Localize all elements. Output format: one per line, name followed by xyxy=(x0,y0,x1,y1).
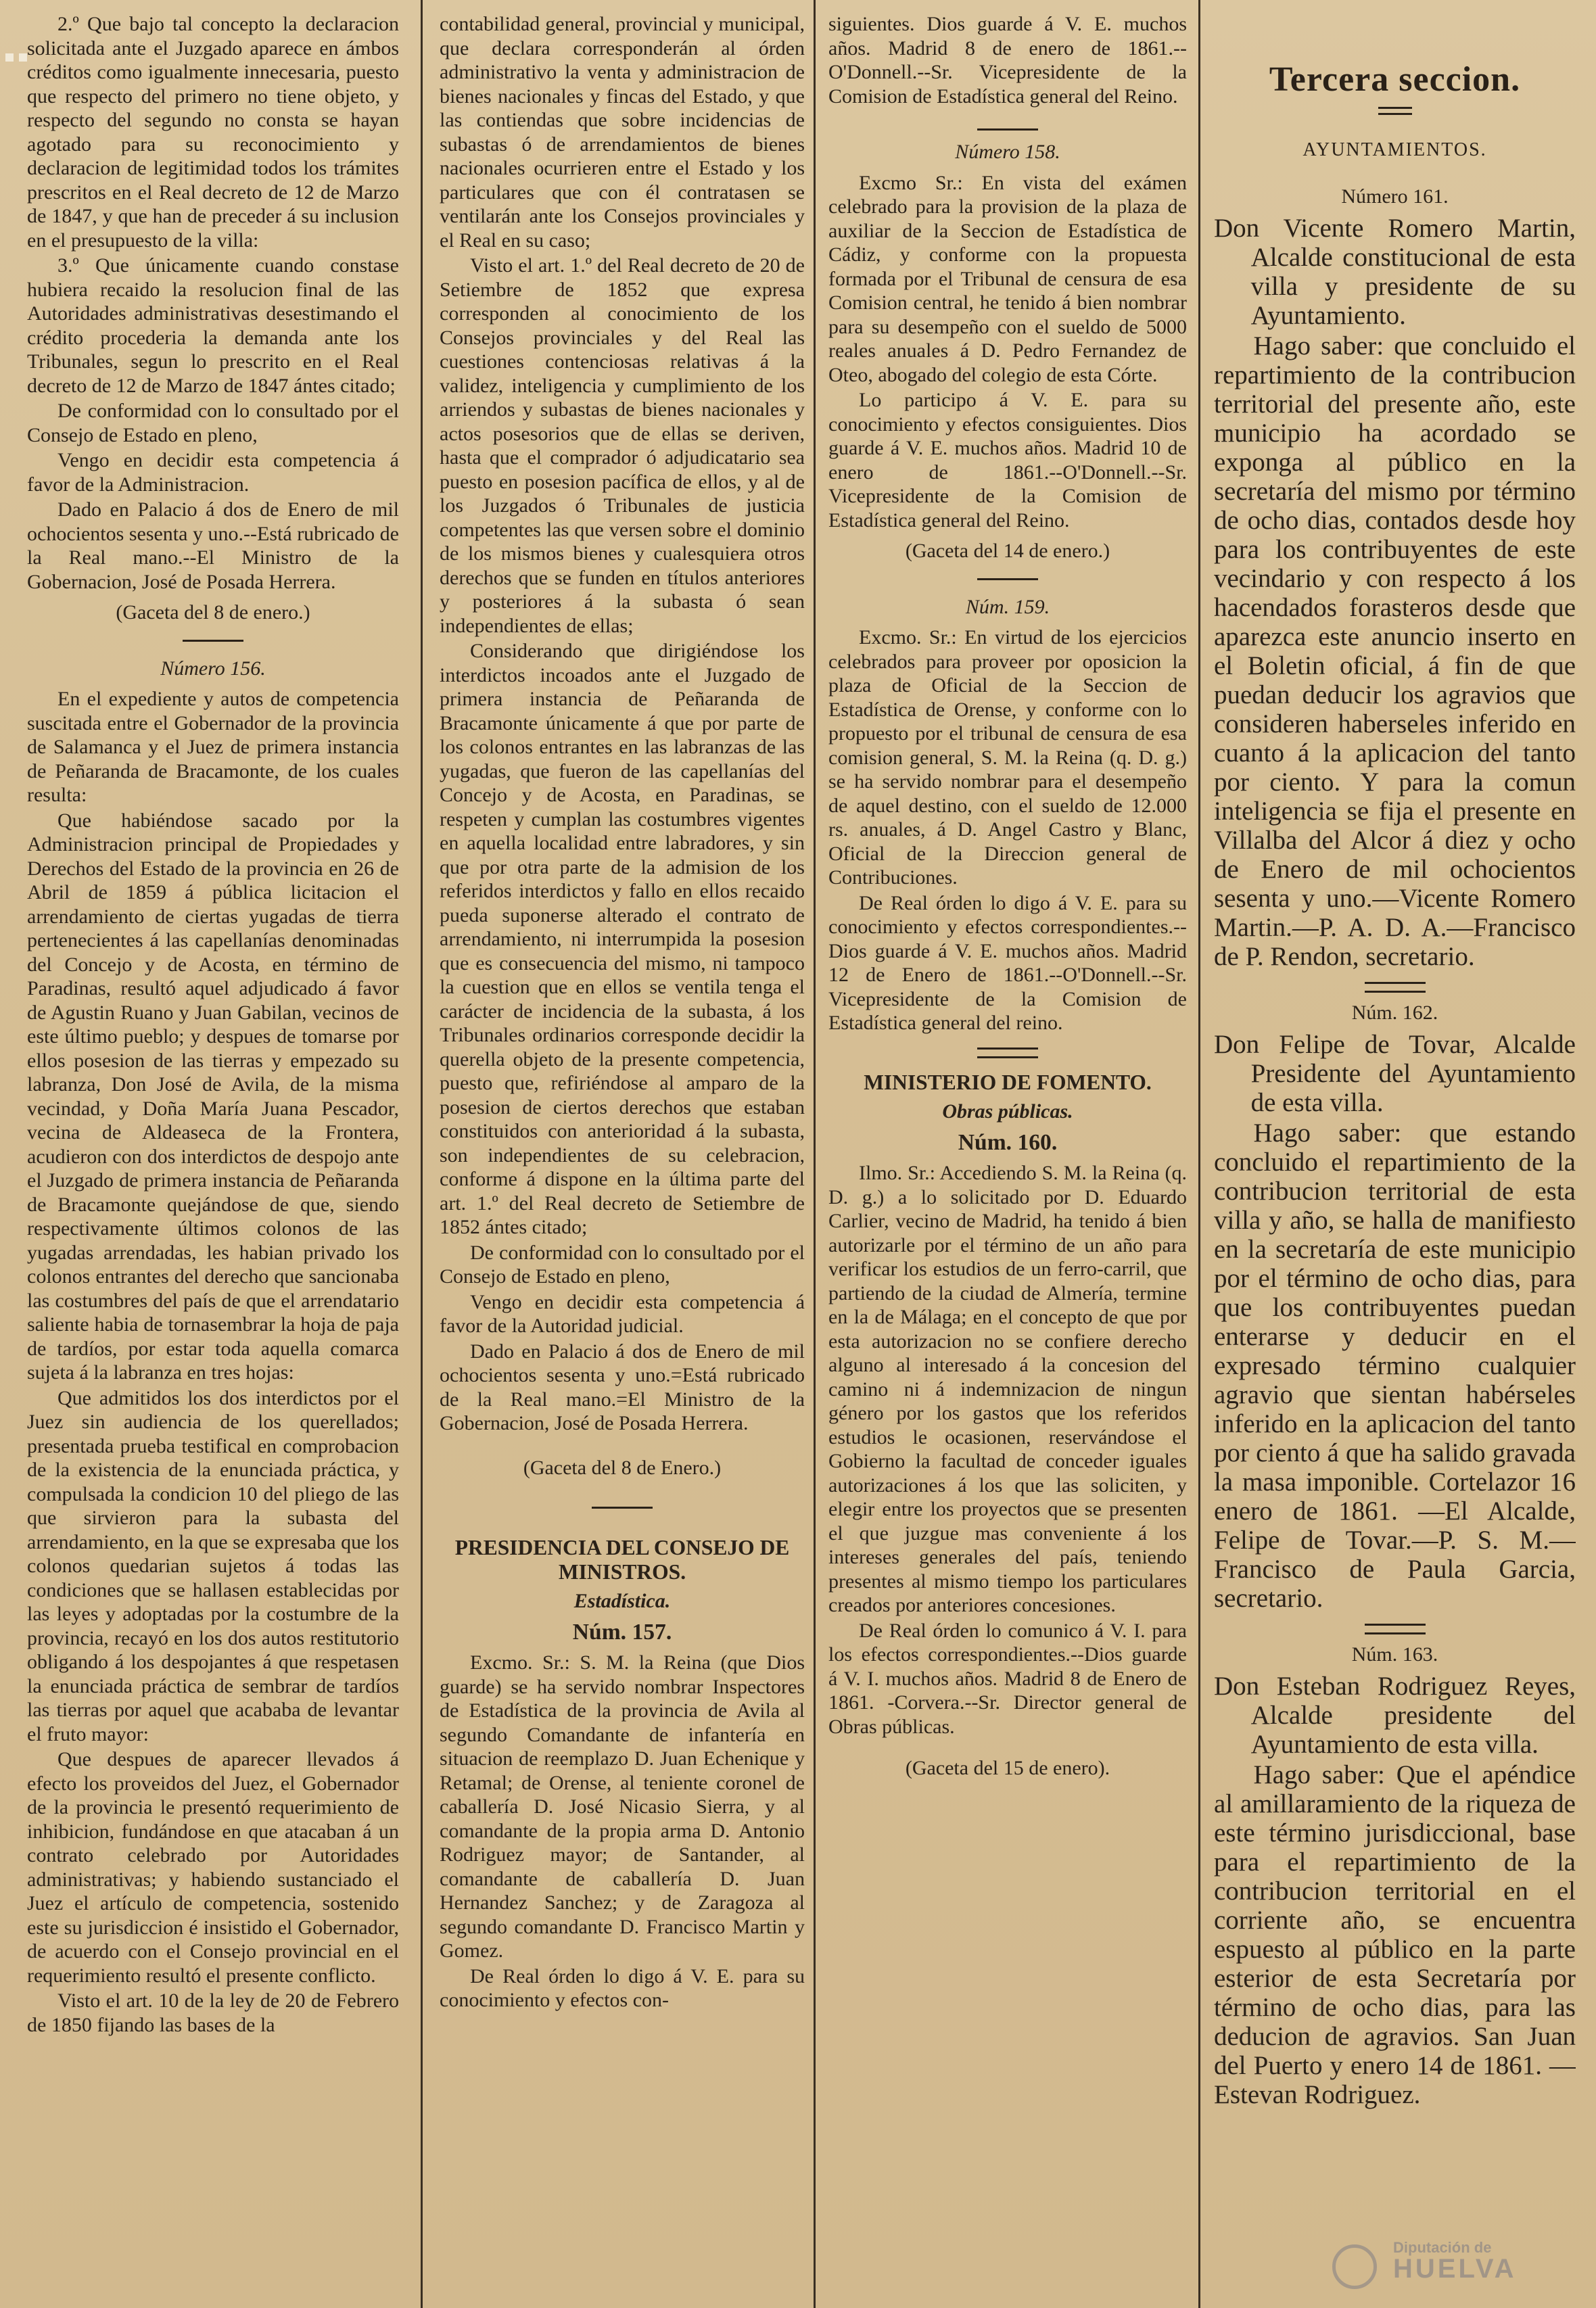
double-separator xyxy=(1365,1624,1426,1634)
section-heading: MINISTERIO DE FOMENTO. xyxy=(864,1070,1152,1094)
paragraph: Visto el art. 1.º del Real decreto de 20 de Setiembre de 1852 que expresa corresponden al conocimiento de los Consejos provinciales y del Real las cuestiones contenciosas relativas á la validez, inteligencia y cumplimiento de los arriendos y subastas de bienes nacionales y actos posesorios que de ellas se deriven, hasta que el comprador ó adjudicatario sea puesto en posesion pacífica de ellos, y al de los Juzgados ó Tribunales de justicia competentes las que versen sobre el dominio de los mismos bienes y cualesquiera otros derechos que se funden en títulos anteriores y posteriores á la subasta ó sean independientes de ellas; xyxy=(440,254,805,637)
section-subtitle: AYUNTAMIENTOS. xyxy=(1302,139,1487,160)
paragraph: De conformidad con lo consultado por el Consejo de Estado en pleno, xyxy=(440,1241,805,1288)
double-separator xyxy=(1378,107,1412,115)
archive-watermark xyxy=(1332,2240,1576,2293)
paragraph: Dado en Palacio á dos de Enero de mil ochocientos sesenta y uno.=Está rubricado de la Real mano.=El Ministro de la Gobernacion, José de Posada Herrera. xyxy=(440,1340,805,1434)
paragraph: 3.º Que únicamente cuando constase hubiera recaido la resolucion final de las Autoridades administrativas desestimando el crédito procederia la demanda ante los Tribunales, segun lo prescrito en el Real decreto de 12 de Marzo de 1847 ántes citado; xyxy=(27,254,399,397)
paragraph: Hago saber: que estando concluido el repartimiento de la contribucion territorial de esta villa y año, se halla de manifiesto en la secretaría de este municipio por el término de ocho dias, para que los contribuyentes puedan enterarse y deducir en el expresado término cualquier agravio que sientan habérseles inferido en la aplicacion del tanto por ciento á que ha salido gravada la masa imponible. Cortelazor 16 enero de 1861. —El Alcalde, Felipe de Tovar.—P. S. M.—Francisco de Paula Garcia, secretario. xyxy=(1214,1118,1576,1613)
paragraph: Que habiéndose sacado por la Administracion principal de Propiedades y Derechos del Estado de la provincia en 26 de Abril de 1859 á pública licitacion el arrendamiento de ciertas yugadas de tierra pertenecientes á las capellanías denominadas del Concejo y de Acosta, en término de Paradinas, resultó aquel adjudicado á favor de Agustin Ruano y Juan Gabilan, vecinos de este último pueblo; y despues de tomarse por ellos posesion de las tierras y empezado su labranza, Don José de Avila, de la misma vecindad, y Doña María Juana Pescador, vecina de Aldeaseca de la Frontera, acudieron con dos interdictos de despojo ante el Juzgado de primera instancia de Peñaranda de Bracamonte quejándose de que, siendo respectivamente últimos colonos de las yugadas arrendadas, les habian privado los colonos entrantes del derecho que sancionaba las costumbres del país de que el arrendatario saliente habia de tornasembrar la hoja de paja de tardíos, por estar toda aquella comarca sujeta á la labranza en tres hojas: xyxy=(27,809,399,1384)
paragraph: Excmo. Sr.: En virtud de los ejercicios celebrados para proveer por oposicion la plaza de Oficial de la Seccion de Estadística de Orense, y conforme con lo propuesto por el tribunal de censura de esa comision general, S. M. la Reina (q. D. g.) se ha servido nombrar para el desempeño de aquel destino, con el sueldo de 12.000 rs. anuales, á D. Angel Castro y Blanc, Oficial de la Direccion general de Contribuciones. xyxy=(828,626,1187,889)
notice-header-text: Don Felipe de Tovar, Alcalde Presidente del Ayuntamiento de esta villa. xyxy=(1214,1030,1576,1117)
paragraph: Visto el art. 10 de la ley de 20 de Febrero de 1850 fijando las bases de la xyxy=(27,1989,399,2036)
paragraph: De Real órden lo digo á V. E. para su conocimiento y efectos con- xyxy=(440,1964,805,2011)
separator xyxy=(977,578,1038,580)
column-4 xyxy=(1214,12,1576,2294)
paragraph: Lo participo á V. E. para su conocimiento y efectos consiguientes. Dios guarde á V. E. muchos años. Madrid 10 de enero de 1861.--O'Donnell.--Sr. Vicepresidente de la Comision de Estadística general del Reino. xyxy=(828,389,1187,532)
item-number: Número 156. xyxy=(160,657,266,680)
watermark-top: Diputación de xyxy=(1393,2239,1492,2256)
gazette-citation: (Gaceta del 8 de enero.) xyxy=(116,601,310,623)
separator xyxy=(592,1507,653,1509)
item-number: Núm. 163. xyxy=(1351,1643,1438,1666)
paragraph: Que admitidos los dos interdictos por el Juez sin audiencia de los querellados; presentada prueba testifical en comprobacion de la existencia de la enunciada práctica, y compulsada la condicion 10 del pliego de las que sirvieron para la subasta del arrendamiento, en la que se expresaba que los colonos quedarian sujetos á todas las condiciones que se hallasen establecidas por las leyes y adoptadas por la costumbre de la provincia, recayó en los dos autos restitutorio obligando á los despojantes á que respetasen la enunciada práctica de sembrar de tardíos las tierras por aquel que acababa de levantar el fruto mayor: xyxy=(27,1386,399,1745)
section-title: Tercera seccion. xyxy=(1269,60,1521,99)
notice-header xyxy=(1214,214,1576,330)
gazette-citation: (Gaceta del 15 de enero). xyxy=(905,1757,1110,1779)
column-3 xyxy=(828,12,1187,2294)
item-number: Núm. 157. xyxy=(572,1619,672,1645)
paragraph: Dado en Palacio á dos de Enero de mil ochocientos sesenta y uno.--Está rubricado de la Real mano.--El Ministro de la Gobernacion, José de Posada Herrera. xyxy=(27,498,399,593)
paragraph: En el expediente y autos de competencia suscitada entre el Gobernador de la provincia de Salamanca y el Juez de primera instancia de Peñaranda de Bracamonte, de los cuales resulta: xyxy=(27,688,399,806)
item-number: Núm. 159. xyxy=(965,595,1050,618)
item-number: Número 161. xyxy=(1341,185,1449,208)
paragraph: Excmo Sr.: En vista del exámen celebrado para la provision de la plaza de auxiliar de la Seccion de Estadística de Cádiz, y conforme con la propuesta formada por el Tribunal de censura de esa Comision central, he tenido á bien nombrar para su desempeño con el sueldo de 5000 reales anuales á D. Pedro Fernandez de Oteo, abogado del colegio de esta Córte. xyxy=(828,171,1187,386)
watermark-name: HUELVA xyxy=(1393,2254,1517,2284)
column-1 xyxy=(27,12,399,2294)
section-subheading: Obras públicas. xyxy=(942,1100,1073,1123)
gazette-citation: (Gaceta del 8 de Enero.) xyxy=(523,1456,722,1479)
double-separator xyxy=(977,1047,1038,1058)
paragraph: De Real órden lo digo á V. E. para su conocimiento y efectos correspondientes.--Dios guarde á V. E. muchos años. Madrid 12 de Enero de 1861.--O'Donnell.--Sr. Vicepresidente de la Comision de Estadística general del reino. xyxy=(828,891,1187,1034)
paragraph: 2.º Que bajo tal concepto la declaracion solicitada ante el Juzgado aparece en ámbos créditos como igualmente innecesaria, puesto que respecto del primero no tiene objeto, y respecto del segundo no consta se hayan agotado para su reconocimiento y declaracion de legitimidad todos los trámites prescritos en el Real decreto de 12 de Marzo de 1847, y que han de preceder á su inclusion en el presupuesto de la villa: xyxy=(27,13,399,252)
paragraph: contabilidad general, provincial y municipal, que declara corresponderán al órden administrativo la venta y administracion de bienes nacionales y fincas del Estado, y que las contiendas que sobre incidencias de subastas ó de arrendamientos de bienes nacionales ocurrieren entre el Estado y los particulares que con él contratasen se ventilarán ante los Consejos provinciales y el Real en su caso; xyxy=(440,13,805,252)
paragraph: siguientes. Dios guarde á V. E. muchos años. Madrid 8 de enero de 1861.--O'Donnell.--Sr. Vicepresidente de la Comision de Estadística general del Reino. xyxy=(828,13,1187,108)
paragraph: Hago saber: Que el apéndice al amillaramiento de la riqueza de este término jurisdiccional, base para el repartimiento de la contribucion territorial en el corriente año, se encuentra espuesto al público en la parte esterior de esta Secretaría por término de ocho dias, para las deducion de agravios. San Juan del Puerto y enero 14 de 1861. —Estevan Rodriguez. xyxy=(1214,1760,1576,2109)
item-number: Núm. 162. xyxy=(1351,1002,1438,1024)
paragraph: De Real órden lo comunico á V. I. para los efectos correspondientes.--Dios guarde á V. I. muchos años. Madrid 8 de Enero de 1861. -Corvera.--Sr. Director general de Obras públicas. xyxy=(828,1619,1187,1738)
separator xyxy=(977,128,1038,131)
item-number: Núm. 160. xyxy=(958,1129,1058,1155)
double-separator xyxy=(1365,982,1426,993)
paragraph: De conformidad con lo consultado por el Consejo de Estado en pleno, xyxy=(27,400,399,446)
notice-header-text: Don Esteban Rodriguez Reyes, Alcalde presidente del Ayuntamiento de esta villa. xyxy=(1214,1672,1576,1759)
paragraph: Que despues de aparecer llevados á efecto los proveidos del Juez, el Gobernador de la provincia le presentó requerimiento de inhibicion, fundándose en que atacaban á un contrato celebrado por Autoridades administrativas; y habiendo sustanciado el Juez el artículo de competencia, sostenido este su jurisdiccion é insistido el Gobernador, de acuerdo con el Consejo provincial en el requerimiento resultó el presente conflicto. xyxy=(27,1748,399,1987)
paragraph: Vengo en decidir esta competencia á favor de la Autoridad judicial. xyxy=(440,1290,805,1337)
paragraph: Ilmo. Sr.: Accediendo S. M. la Reina (q. D. g.) a lo solicitado por D. Eduardo Carlier, vecino de Madrid, ha tenido á bien autorizarle por el término de un año para verificar los estudios de un ferro-carril, que partiendo de la ciudad de Almería, termine en la de Málaga; en el concepto de que por esta autorizacion no se confiere derecho alguno al interesado á la concesion del camino ni á indemnizacion de ningun género por los gastos que los referidos estudios le ocasionen, reservándose el Gobierno la facultad de conceder iguales autorizaciones á los que las soliciten, y elegir entre los proyectos que se presenten el que juzgue mas conveniente á los intereses generales del país, teniendo presentes al mismo tiempo los particulares creados por anteriores concesiones. xyxy=(828,1162,1187,1616)
column-2 xyxy=(440,12,805,2294)
column-rule-2 xyxy=(814,0,816,2308)
column-rule-3 xyxy=(1198,0,1200,2308)
gazette-citation: (Gaceta del 14 de enero.) xyxy=(905,540,1110,562)
paragraph: Considerando que dirigiéndose los interdictos incoados ante el Juzgado de primera instancia de Peñaranda de Bracamonte únicamente á que por parte de los colonos entrantes en las labranzas de las yugadas, que fueron de las capellanías del Concejo y de Acosta, en Paradinas, se respeten y cumplan las costumbres vigentes en aquella localidad entre labradores, y sin que por otra parte de la admision de los referidos interdictos y fallo en ellos recaido pueda suponerse alterado el contrato de arrendamiento, ni interrumpida la posesion que es consecuencia del mismo, ni tampoco la cuestion que en ellos se ventila tenga el carácter de incidencia de la subasta, á los Tribunales ordinarios corresponde decidir la querella objeto de la presente competencia, puesto que, refiriéndose al amparo de la posesion de ciertos derechos que estaban constituidos con anterioridad á la subasta, son independientes de su celebracion, conforme á dispone en la última parte del art. 1.º del Real decreto de Setiembre de 1852 ántes citado; xyxy=(440,640,805,1238)
paragraph: Excmo. Sr.: S. M. la Reina (que Dios guarde) se ha servido nombrar Inspectores de Estadística de la provincia de Avila al segundo Comandante de infantería en situacion de reemplazo D. Juan Echenique y Retamal; de Orense, al teniente coronel de caballería D. José Nicasio Sierra, y al comandante de la propia arma D. Antonio Rodriguez mayor; de Santander, al comandante de caballería D. Juan Hernandez Sanchez; y de Zaragoza al segundo comandante D. Francisco Martin y Gomez. xyxy=(440,1651,805,1962)
column-rule-1 xyxy=(421,0,423,2308)
paragraph: Vengo en decidir esta competencia á favor de la Administracion. xyxy=(27,449,399,496)
section-heading: PRESIDENCIA DEL CONSEJO DE MINISTROS. xyxy=(454,1536,790,1584)
notice-header xyxy=(1214,1030,1576,1117)
notice-header-text: Don Vicente Romero Martin, Alcalde constitucional de esta villa y presidente de su Ayuntamiento. xyxy=(1214,214,1576,330)
paragraph: Hago saber: que concluido el repartimiento de la contribucion territorial del presente año, este municipio ha acordado se exponga al público en la secretaría del mismo por término de ocho dias, contados desde hoy para los contribuyentes de este vecindario y con respecto á los hacendados forasteros desde que aparezca este anuncio inserto en el Boletin oficial, á fin de que puedan deducir los agravios que consideren haberseles inferido en cuanto á la aplicacion del tanto por ciento. Y para la comun inteligencia se fija el presente en Villalba del Alcor á diez y ocho de Enero de mil ochocientos sesenta y uno.—Vicente Romero Martin.—P. A. D. A.—Francisco de P. Rendon, secretario. xyxy=(1214,331,1576,971)
separator xyxy=(183,640,243,642)
globe-icon xyxy=(1332,2244,1377,2289)
notice-header xyxy=(1214,1672,1576,1759)
item-number: Número 158. xyxy=(955,141,1060,163)
section-subheading: Estadística. xyxy=(573,1590,671,1612)
